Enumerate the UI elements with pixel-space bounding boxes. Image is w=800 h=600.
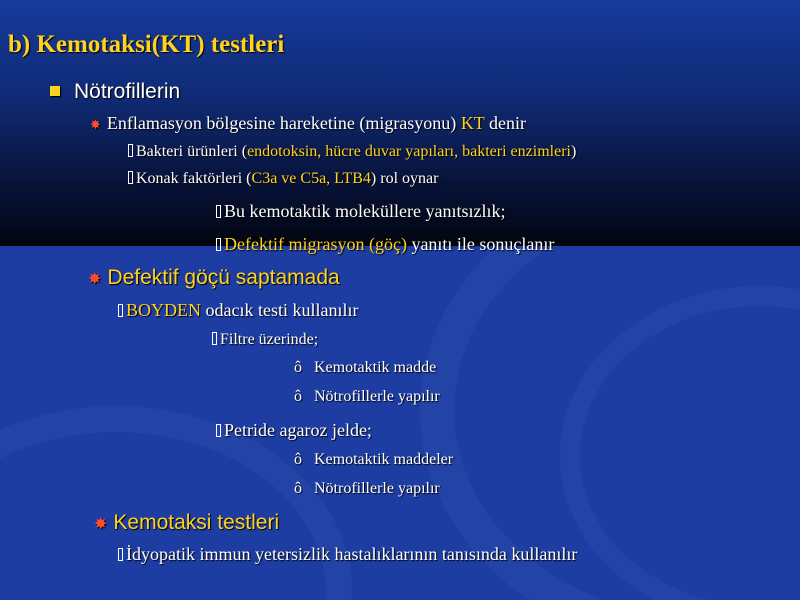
bullet-filtre: Filtre üzerinde; — [212, 331, 318, 349]
box-bullet-icon — [212, 332, 217, 345]
box-bullet-icon — [216, 205, 221, 218]
bullet-boyden: BOYDEN odacık testi kullanılır — [118, 300, 358, 321]
bullet-defektif-gocu: ✸ Defektif göçü saptamada — [88, 266, 340, 289]
box-bullet-icon — [216, 424, 221, 437]
bullet-notrofillerin: Nötrofillerin — [50, 80, 180, 104]
bullet-bakteri-urunleri: Bakteri ürünleri (endotoksin, hücre duvar yapıları, bakteri enzimleri) — [128, 143, 576, 161]
star-bullet-icon: ✸ — [94, 514, 108, 533]
box-bullet-icon — [118, 304, 123, 317]
bullet-notrofillerle-2: ô Nötrofillerle yapılır — [294, 480, 440, 497]
box-bullet-icon — [216, 238, 221, 251]
star-bullet-icon: ✸ — [90, 118, 101, 133]
bullet-kemotaktik-maddeler: ô Kemotaktik maddeler — [294, 451, 454, 468]
star-bullet-icon: ✸ — [88, 269, 102, 288]
box-bullet-icon — [128, 144, 133, 157]
hat-bullet-icon: ô — [294, 451, 302, 468]
hat-bullet-icon: ô — [294, 388, 302, 405]
box-bullet-icon — [118, 548, 123, 561]
bullet-konak-faktorleri: Konak faktörleri (C3a ve C5a, LTB4) rol oynar — [128, 170, 438, 188]
bullet-kemotaktik-madde: ô Kemotaktik madde — [294, 359, 437, 376]
bullet-petride: Petride agaroz jelde; — [216, 420, 372, 441]
bullet-yanitsizlik: Bu kemotaktik moleküllere yanıtsızlık; — [216, 201, 505, 222]
bullet-enflamasyon: ✸ Enflamasyon bölgesine hareketine (migrasyonu) KT denir — [90, 113, 526, 133]
hat-bullet-icon: ô — [294, 480, 302, 497]
box-bullet-icon — [128, 171, 133, 184]
hat-bullet-icon: ô — [294, 359, 302, 376]
square-bullet-icon — [50, 86, 60, 96]
bullet-notrofillerle-1: ô Nötrofillerle yapılır — [294, 388, 440, 405]
slide-title: b) Kemotaksi(KT) testleri — [8, 31, 285, 58]
bullet-kemotaksi-testleri: ✸ Kemotaksi testleri — [94, 511, 280, 534]
bullet-idyopatik: İdyopatik immun yetersizlik hastalıklarının tanısında kullanılır — [118, 544, 577, 565]
bullet-defektif-migrasyon: Defektif migrasyon (göç) yanıtı ile sonuçlanır — [216, 234, 554, 255]
